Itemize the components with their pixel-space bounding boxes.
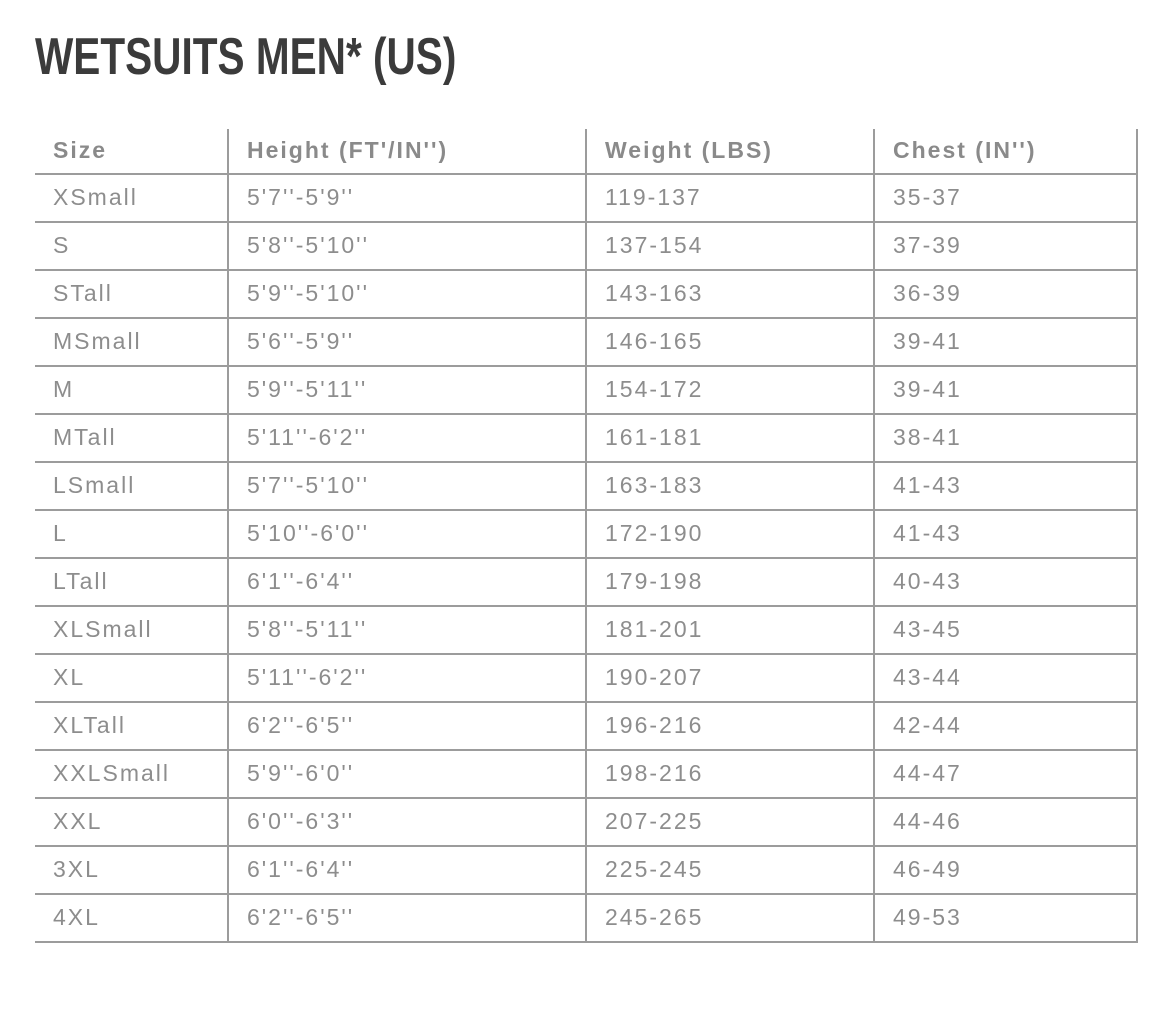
chest-cell: 43-45 <box>874 606 1137 654</box>
column-header-weight: Weight (LBS) <box>586 129 874 174</box>
height-cell: 5'8''-5'11'' <box>228 606 586 654</box>
weight-cell: 161-181 <box>586 414 874 462</box>
size-cell: XSmall <box>35 174 228 222</box>
height-cell: 6'0''-6'3'' <box>228 798 586 846</box>
height-cell: 6'2''-6'5'' <box>228 702 586 750</box>
header-row <box>35 129 1137 174</box>
weight-cell: 225-245 <box>586 846 874 894</box>
size-cell: MSmall <box>35 318 228 366</box>
weight-cell: 146-165 <box>586 318 874 366</box>
table-row <box>35 318 1137 366</box>
chest-cell: 42-44 <box>874 702 1137 750</box>
chest-cell: 40-43 <box>874 558 1137 606</box>
size-cell: S <box>35 222 228 270</box>
size-cell: 3XL <box>35 846 228 894</box>
table-row <box>35 222 1137 270</box>
column-header-height: Height (FT'/IN'') <box>228 129 586 174</box>
weight-cell: 172-190 <box>586 510 874 558</box>
weight-cell: 196-216 <box>586 702 874 750</box>
weight-cell: 207-225 <box>586 798 874 846</box>
size-chart-table <box>35 129 1138 943</box>
chest-cell: 39-41 <box>874 366 1137 414</box>
size-cell: L <box>35 510 228 558</box>
chest-cell: 39-41 <box>874 318 1137 366</box>
chest-cell: 43-44 <box>874 654 1137 702</box>
chest-cell: 35-37 <box>874 174 1137 222</box>
weight-cell: 163-183 <box>586 462 874 510</box>
table-row <box>35 750 1137 798</box>
size-cell: LTall <box>35 558 228 606</box>
size-cell: XL <box>35 654 228 702</box>
height-cell: 5'11''-6'2'' <box>228 414 586 462</box>
weight-cell: 154-172 <box>586 366 874 414</box>
chest-cell: 41-43 <box>874 462 1137 510</box>
height-cell: 5'7''-5'9'' <box>228 174 586 222</box>
chest-cell: 44-47 <box>874 750 1137 798</box>
weight-cell: 143-163 <box>586 270 874 318</box>
height-cell: 5'9''-5'10'' <box>228 270 586 318</box>
height-cell: 5'11''-6'2'' <box>228 654 586 702</box>
chest-cell: 38-41 <box>874 414 1137 462</box>
table-row <box>35 270 1137 318</box>
column-header-chest: Chest (IN'') <box>874 129 1137 174</box>
weight-cell: 179-198 <box>586 558 874 606</box>
column-header-size: Size <box>35 129 228 174</box>
table-row <box>35 414 1137 462</box>
height-cell: 5'8''-5'10'' <box>228 222 586 270</box>
table-row <box>35 702 1137 750</box>
size-cell: MTall <box>35 414 228 462</box>
size-cell: 4XL <box>35 894 228 942</box>
height-cell: 5'9''-5'11'' <box>228 366 586 414</box>
weight-cell: 137-154 <box>586 222 874 270</box>
height-cell: 6'2''-6'5'' <box>228 894 586 942</box>
weight-cell: 181-201 <box>586 606 874 654</box>
size-cell: XXLSmall <box>35 750 228 798</box>
height-cell: 5'6''-5'9'' <box>228 318 586 366</box>
height-cell: 5'9''-6'0'' <box>228 750 586 798</box>
table-row <box>35 654 1137 702</box>
chest-cell: 49-53 <box>874 894 1137 942</box>
size-cell: XLSmall <box>35 606 228 654</box>
weight-cell: 245-265 <box>586 894 874 942</box>
table-row <box>35 366 1137 414</box>
weight-cell: 190-207 <box>586 654 874 702</box>
table-row <box>35 174 1137 222</box>
chest-cell: 36-39 <box>874 270 1137 318</box>
page-title: WETSUITS MEN* (US) <box>35 28 457 86</box>
table-row <box>35 510 1137 558</box>
table-row <box>35 846 1137 894</box>
size-cell: XLTall <box>35 702 228 750</box>
table-row <box>35 894 1137 942</box>
weight-cell: 198-216 <box>586 750 874 798</box>
height-cell: 6'1''-6'4'' <box>228 846 586 894</box>
chest-cell: 41-43 <box>874 510 1137 558</box>
table-row <box>35 798 1137 846</box>
chest-cell: 44-46 <box>874 798 1137 846</box>
size-cell: LSmall <box>35 462 228 510</box>
weight-cell: 119-137 <box>586 174 874 222</box>
size-cell: STall <box>35 270 228 318</box>
table-row <box>35 462 1137 510</box>
chest-cell: 37-39 <box>874 222 1137 270</box>
size-cell: M <box>35 366 228 414</box>
table-row <box>35 606 1137 654</box>
height-cell: 6'1''-6'4'' <box>228 558 586 606</box>
height-cell: 5'10''-6'0'' <box>228 510 586 558</box>
chest-cell: 46-49 <box>874 846 1137 894</box>
table-row <box>35 558 1137 606</box>
size-cell: XXL <box>35 798 228 846</box>
height-cell: 5'7''-5'10'' <box>228 462 586 510</box>
